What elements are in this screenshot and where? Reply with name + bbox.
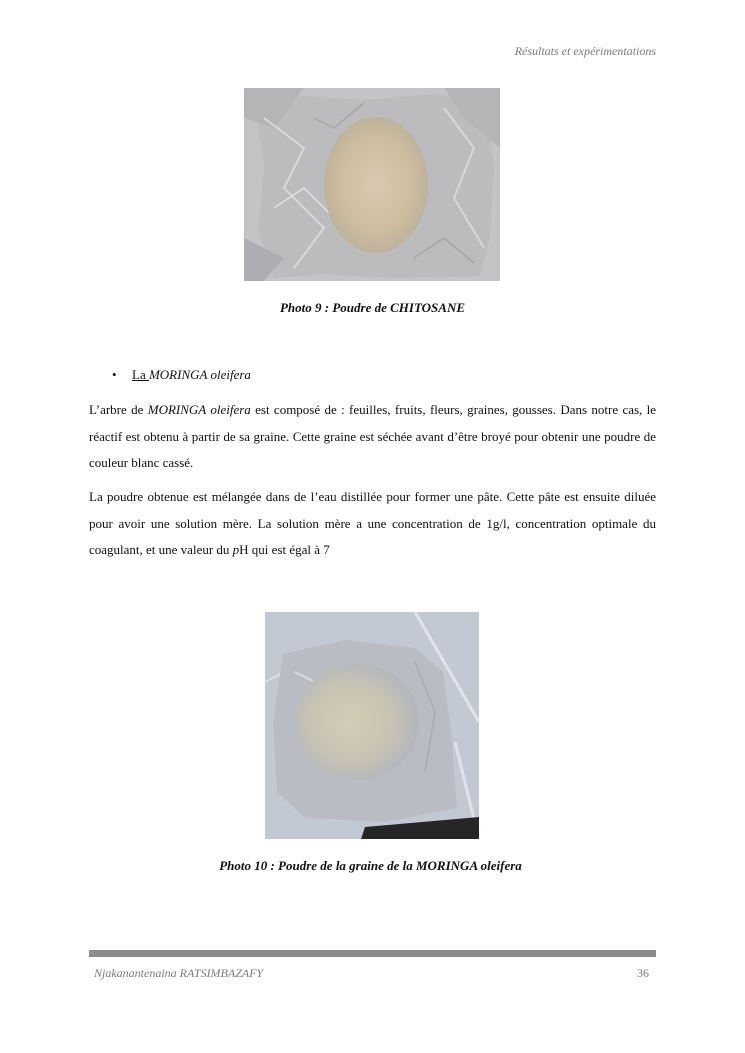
species-name: MORINGA oleifera: [147, 402, 251, 417]
figure-caption: Photo 10 : Poudre de la graine de la MORINGA oleifera: [219, 858, 522, 873]
paragraph-text: La poudre obtenue est mélangée dans de l’eau distillée pour former une pâte. Cette pâte est ensuite diluée pour avoir une solution mère. La solution mère a une concentration de 1g/l, concentration optimale du coagulant, et une valeur du: [89, 489, 656, 557]
ph-italic-letter: p: [232, 542, 240, 557]
footer-author: Njakanantenaina RATSIMBAZAFY: [94, 966, 264, 980]
page-number: 36: [637, 966, 649, 980]
heading-prefix: La: [132, 367, 149, 382]
heading-species: MORINGA oleifera: [148, 367, 251, 382]
running-header: Résultats et expérimentations: [514, 44, 656, 58]
paragraph-text: H qui est égal à 7: [239, 542, 330, 557]
paragraph: [89, 484, 656, 564]
figure-caption: Photo 9 : Poudre de CHITOSANE: [279, 300, 466, 315]
paragraph: [89, 397, 656, 477]
paragraph-text: est composé de : feuilles, fruits, fleurs, graines, gousses. Dans notre cas, le réactif est obtenu à partir de sa graine. Cette graine est séchée avant d’être broyé pour obtenir une poudre de couleur blanc cassé.: [89, 402, 657, 470]
bullet-icon: •: [112, 367, 117, 382]
photo-moringa-powder: [265, 612, 479, 839]
section-heading: [112, 367, 251, 383]
footer-rule: [89, 950, 656, 957]
paragraph-text: L’arbre de: [89, 402, 148, 417]
photo-chitosan-powder: [244, 88, 500, 281]
